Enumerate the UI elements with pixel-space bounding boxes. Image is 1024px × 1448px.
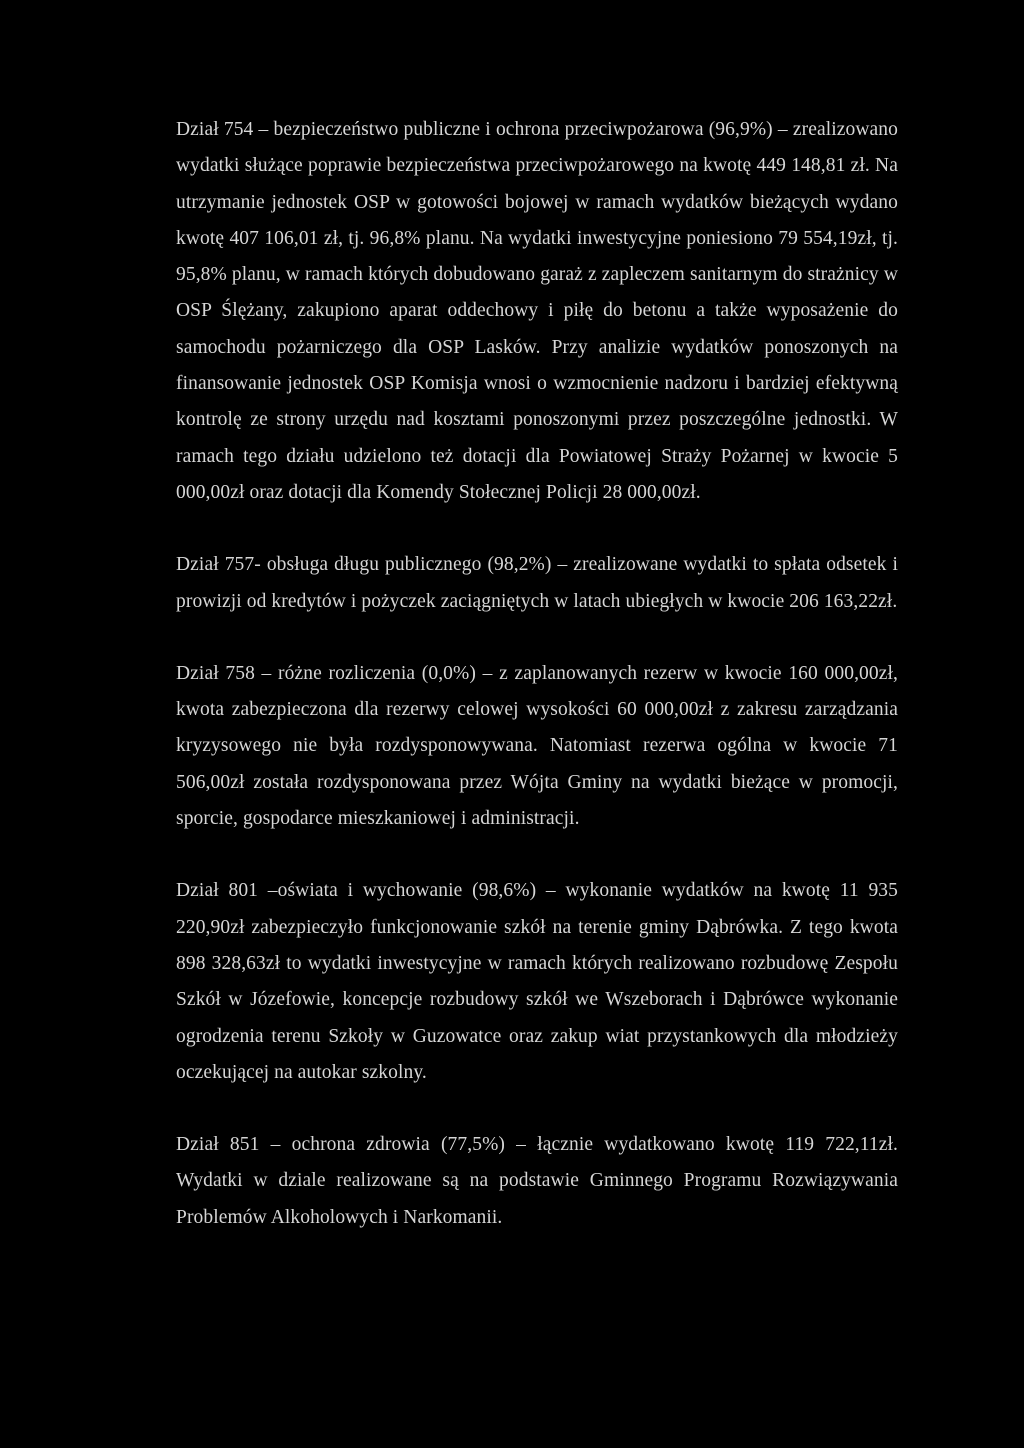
paragraph-dzial-801: Dział 801 –oświata i wychowanie (98,6%) – wykonanie wydatków na kwotę 11 935 220,90zł zabezpieczyło funkcjonowanie szkół na terenie gminy Dąbrówka. Z tego kwota 898 328,63zł to wydatki inwestycyjne w ramach których realizowano rozbudowę Zespołu Szkół w Józefowie, koncepcje rozbudowy szkół we Wszeborach i Dąbrówce wykonanie ogrodzenia terenu Szkoły w Guzowatce oraz zakup wiat przystankowych dla młodzieży oczekującej na autokar szkolny.	[176, 880, 898, 1083]
paragraph-dzial-851: Dział 851 – ochrona zdrowia (77,5%) – łącznie wydatkowano kwotę 119 722,11zł. Wydatki w dziale realizowane są na podstawie Gminnego Programu Rozwiązywania Problemów Alkoholowych i Narkomanii.	[176, 1134, 898, 1228]
paragraph-dzial-757: Dział 757- obsługa długu publicznego (98,2%) – zrealizowane wydatki to spłata odsetek i prowizji od kredytów i pożyczek zaciągniętych w latach ubiegłych w kwocie 206 163,22zł.	[176, 554, 898, 612]
paragraph-dzial-754: Dział 754 – bezpieczeństwo publiczne i ochrona przeciwpożarowa (96,9%) – zrealizowano wydatki służące poprawie bezpieczeństwa przeciwpożarowego na kwotę 449 148,81 zł. Na utrzymanie jednostek OSP w gotowości bojowej w ramach wydatków bieżących wydano kwotę 407 106,01 zł, tj. 96,8% planu. Na wydatki inwestycyjne poniesiono 79 554,19zł, tj. 95,8% planu, w ramach których dobudowano garaż z zapleczem sanitarnym do strażnicy w OSP Ślężany, zakupiono aparat oddechowy i piłę do betonu a także wyposażenie do samochodu pożarniczego dla OSP Lasków. Przy analizie wydatków ponoszonych na finansowanie jednostek OSP Komisja wnosi o wzmocnienie nadzoru i bardziej efektywną kontrolę ze strony urzędu nad kosztami ponoszonymi przez poszczególne jednostki. W ramach tego działu udzielono też dotacji dla Powiatowej Straży Pożarnej w kwocie 5 000,00zł oraz dotacji dla Komendy Stołecznej Policji 28 000,00zł.	[176, 119, 898, 503]
paragraph-dzial-758: Dział 758 – różne rozliczenia (0,0%) – z zaplanowanych rezerw w kwocie 160 000,00zł, kwota zabezpieczona dla rezerwy celowej wysokości 60 000,00zł z zakresu zarządzania kryzysowego nie była rozdysponowywana. Natomiast rezerwa ogólna w kwocie 71 506,00zł została rozdysponowana przez Wójta Gminy na wydatki bieżące w promocji, sporcie, gospodarce mieszkaniowej i administracji.	[176, 662, 898, 830]
document-page	[176, 112, 898, 1236]
